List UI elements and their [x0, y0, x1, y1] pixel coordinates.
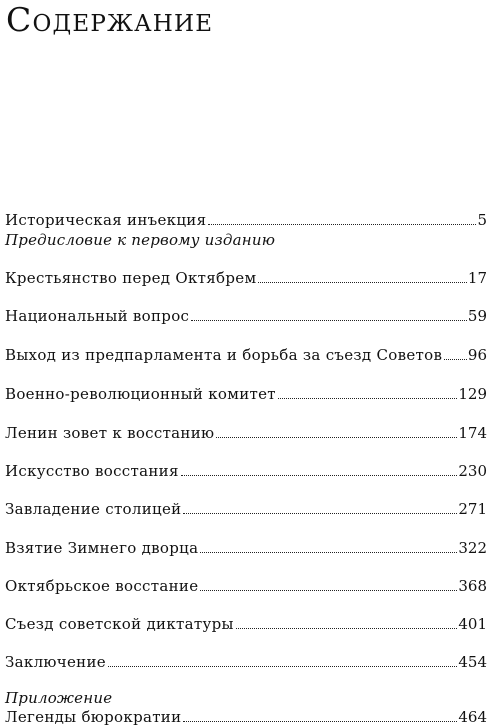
dot-leader [236, 628, 458, 629]
dot-leader [208, 224, 476, 225]
dot-leader [216, 437, 457, 438]
toc-entry-page: 464 [458, 708, 487, 726]
dot-leader [200, 552, 457, 553]
page-title: Содержание [6, 0, 214, 39]
toc-entry-label: Октябрьское восстание [5, 577, 199, 595]
toc-entry-label: Ленин зовет к восстанию [5, 424, 215, 442]
toc-entry-label: Историческая инъекция [5, 211, 207, 229]
toc-entry[interactable] [5, 538, 487, 558]
toc-entry-page: 322 [458, 539, 487, 557]
toc-entry-label: Завладение столицей [5, 500, 182, 518]
toc-entry-label: Национальный вопрос [5, 307, 190, 325]
toc-entry[interactable] [5, 306, 487, 326]
toc-entry[interactable] [5, 461, 487, 481]
toc-entry[interactable] [5, 345, 487, 365]
toc-entry[interactable] [5, 268, 487, 288]
toc-entry-page: 368 [458, 577, 487, 595]
toc-entry-label: Крестьянство перед Октябрем [5, 269, 257, 287]
toc-entry[interactable] [5, 614, 487, 634]
dot-leader [108, 666, 457, 667]
toc-entry-note: Предисловие к первому изданию [5, 231, 276, 249]
toc-entry-page: 59 [467, 307, 487, 325]
dot-leader [183, 513, 457, 514]
toc-entry-page: 230 [458, 462, 487, 480]
dot-leader [278, 398, 457, 399]
toc-entry-page: 454 [458, 653, 487, 671]
toc-entry[interactable] [5, 576, 487, 596]
toc-entry[interactable] [5, 499, 487, 519]
dot-leader [183, 721, 457, 722]
dot-leader [444, 359, 467, 360]
toc-entry-page: 5 [477, 211, 487, 229]
dot-leader [258, 282, 466, 283]
toc-entry-label: Съезд советской диктатуры [5, 615, 234, 633]
toc-entry[interactable] [5, 707, 487, 727]
toc-entry[interactable] [5, 210, 487, 230]
toc-entry-label: Заключение [5, 653, 106, 671]
dot-leader [191, 320, 467, 321]
toc-entry-page: 17 [467, 269, 487, 287]
toc-section-heading: Приложение [5, 689, 113, 707]
toc-entry-page: 401 [458, 615, 487, 633]
toc-entry-page: 96 [467, 346, 487, 364]
dot-leader [181, 475, 458, 476]
toc-entry-page: 129 [458, 385, 487, 403]
toc-entry-label: Выход из предпарламента и борьба за съезд Советов [5, 346, 443, 364]
toc-entry-label: Легенды бюрократии [5, 708, 182, 726]
toc-entry-page: 174 [458, 424, 487, 442]
toc-entry-label: Военно-революционный комитет [5, 385, 276, 403]
toc-entry[interactable] [5, 384, 487, 404]
toc-entry-label: Взятие Зимнего дворца [5, 539, 199, 557]
dot-leader [200, 590, 457, 591]
toc-entry[interactable] [5, 652, 487, 672]
toc-entry-page: 271 [458, 500, 487, 518]
toc-entry-label: Искусство восстания [5, 462, 179, 480]
toc-entry[interactable] [5, 423, 487, 443]
